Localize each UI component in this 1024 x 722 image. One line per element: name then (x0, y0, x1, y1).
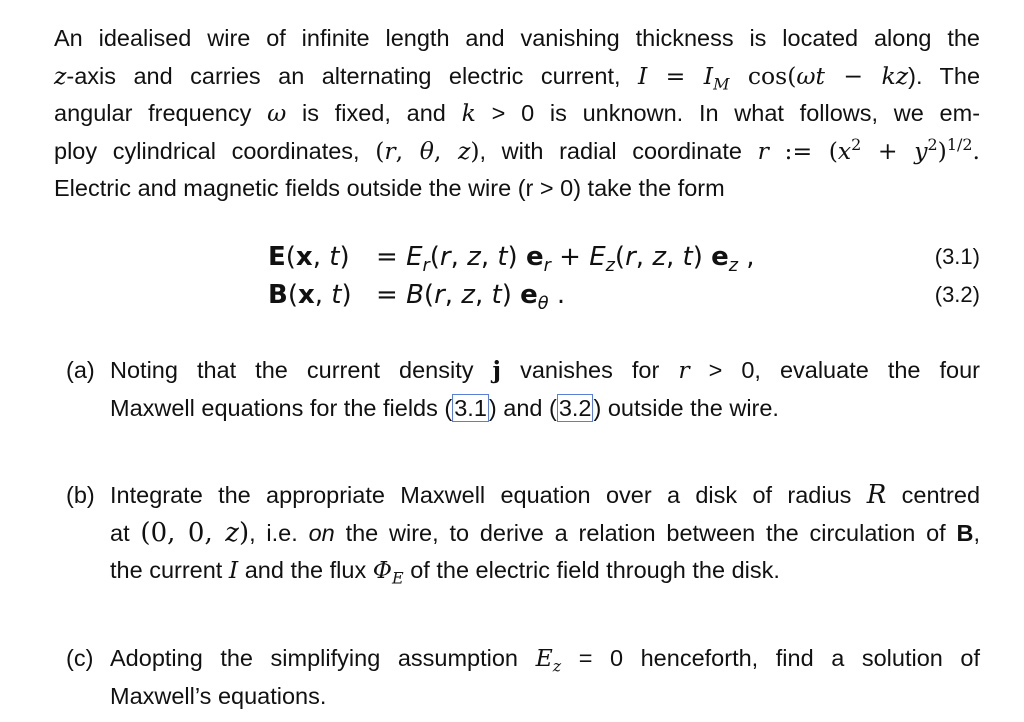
intro-line-4: ploy cylindrical coordinates, (r, θ, z), with radial coordinate r := $(x^2 + y^2)^{1/2}$. (54, 134, 981, 165)
intro-paragraph (54, 20, 980, 208)
intro-line-3: angular frequency ω is fixed, and k > 0 is unknown. In what follows, we em- (54, 99, 981, 128)
item-label: (c) (66, 645, 94, 671)
item-label: (b) (66, 482, 95, 508)
document-page: An idealised wire of infinite length and vanishing thickness is located along the z-axis and carries an alternating electric current, $I = I_M$ cos(ωt − kz). The angular frequency ω is fixed, and k > 0 is unknown. In what follows, we em- ploy cylindrical coordinates, (r, θ, z), with radial coordinate r := $(x^2 + y^2)^{1/2}$. Electric and magnetic fields outside the wire (r > 0) take the form E(x, t) = $E_r(r$, z, t) $e_r + E_z(r$, z, t) $e_z$ , (3.1) B(x, t) = B(r, z, t) $e_\theta$ . (3.2) (a) Noting that the current density j vanishes for r > 0, evaluate the four Maxwell equations for the fields (3.1) and (3.2) outside the wire. (b) Integrate the appropriate Maxwell equation over a disk of radius R centred at (0, 0, z), i.e. on the wire, to derive a relation between the circulation of B, the current I and the flux $\Phi_E$ of the electric field through the disk. (c) Adopting the simplifying assumption $E_z = 0$ henceforth, find a solution of Maxwell’s equations. (0, 0, 1024, 722)
equation-3-1: E(x, t) = $E_r(r$, z, t) $e_r + E_z(r$, z, t) $e_z$ , (3.1) (268, 238, 980, 276)
intro-line-5: Electric and magnetic fields outside the wire (r > 0) take the form (54, 175, 725, 202)
equation-3-2: B(x, t) = B(r, z, t) $e_\theta$ . (3.2) (268, 276, 980, 314)
equation-block (268, 238, 980, 314)
equation-ref-link[interactable]: 3.2 (558, 394, 592, 421)
equation-ref-link[interactable]: 3.1 (454, 394, 487, 421)
equation-number: (3.2) (934, 282, 980, 307)
intro-line-2: z-axis and carries an alternating electric current, $I = I_M$ cos(ωt − kz). The (54, 61, 981, 94)
item-label: (a) (66, 357, 95, 383)
equation-number: (3.1) (934, 244, 980, 269)
intro-line-1: An idealised wire of infinite length and vanishing thickness is located along the (54, 25, 980, 51)
